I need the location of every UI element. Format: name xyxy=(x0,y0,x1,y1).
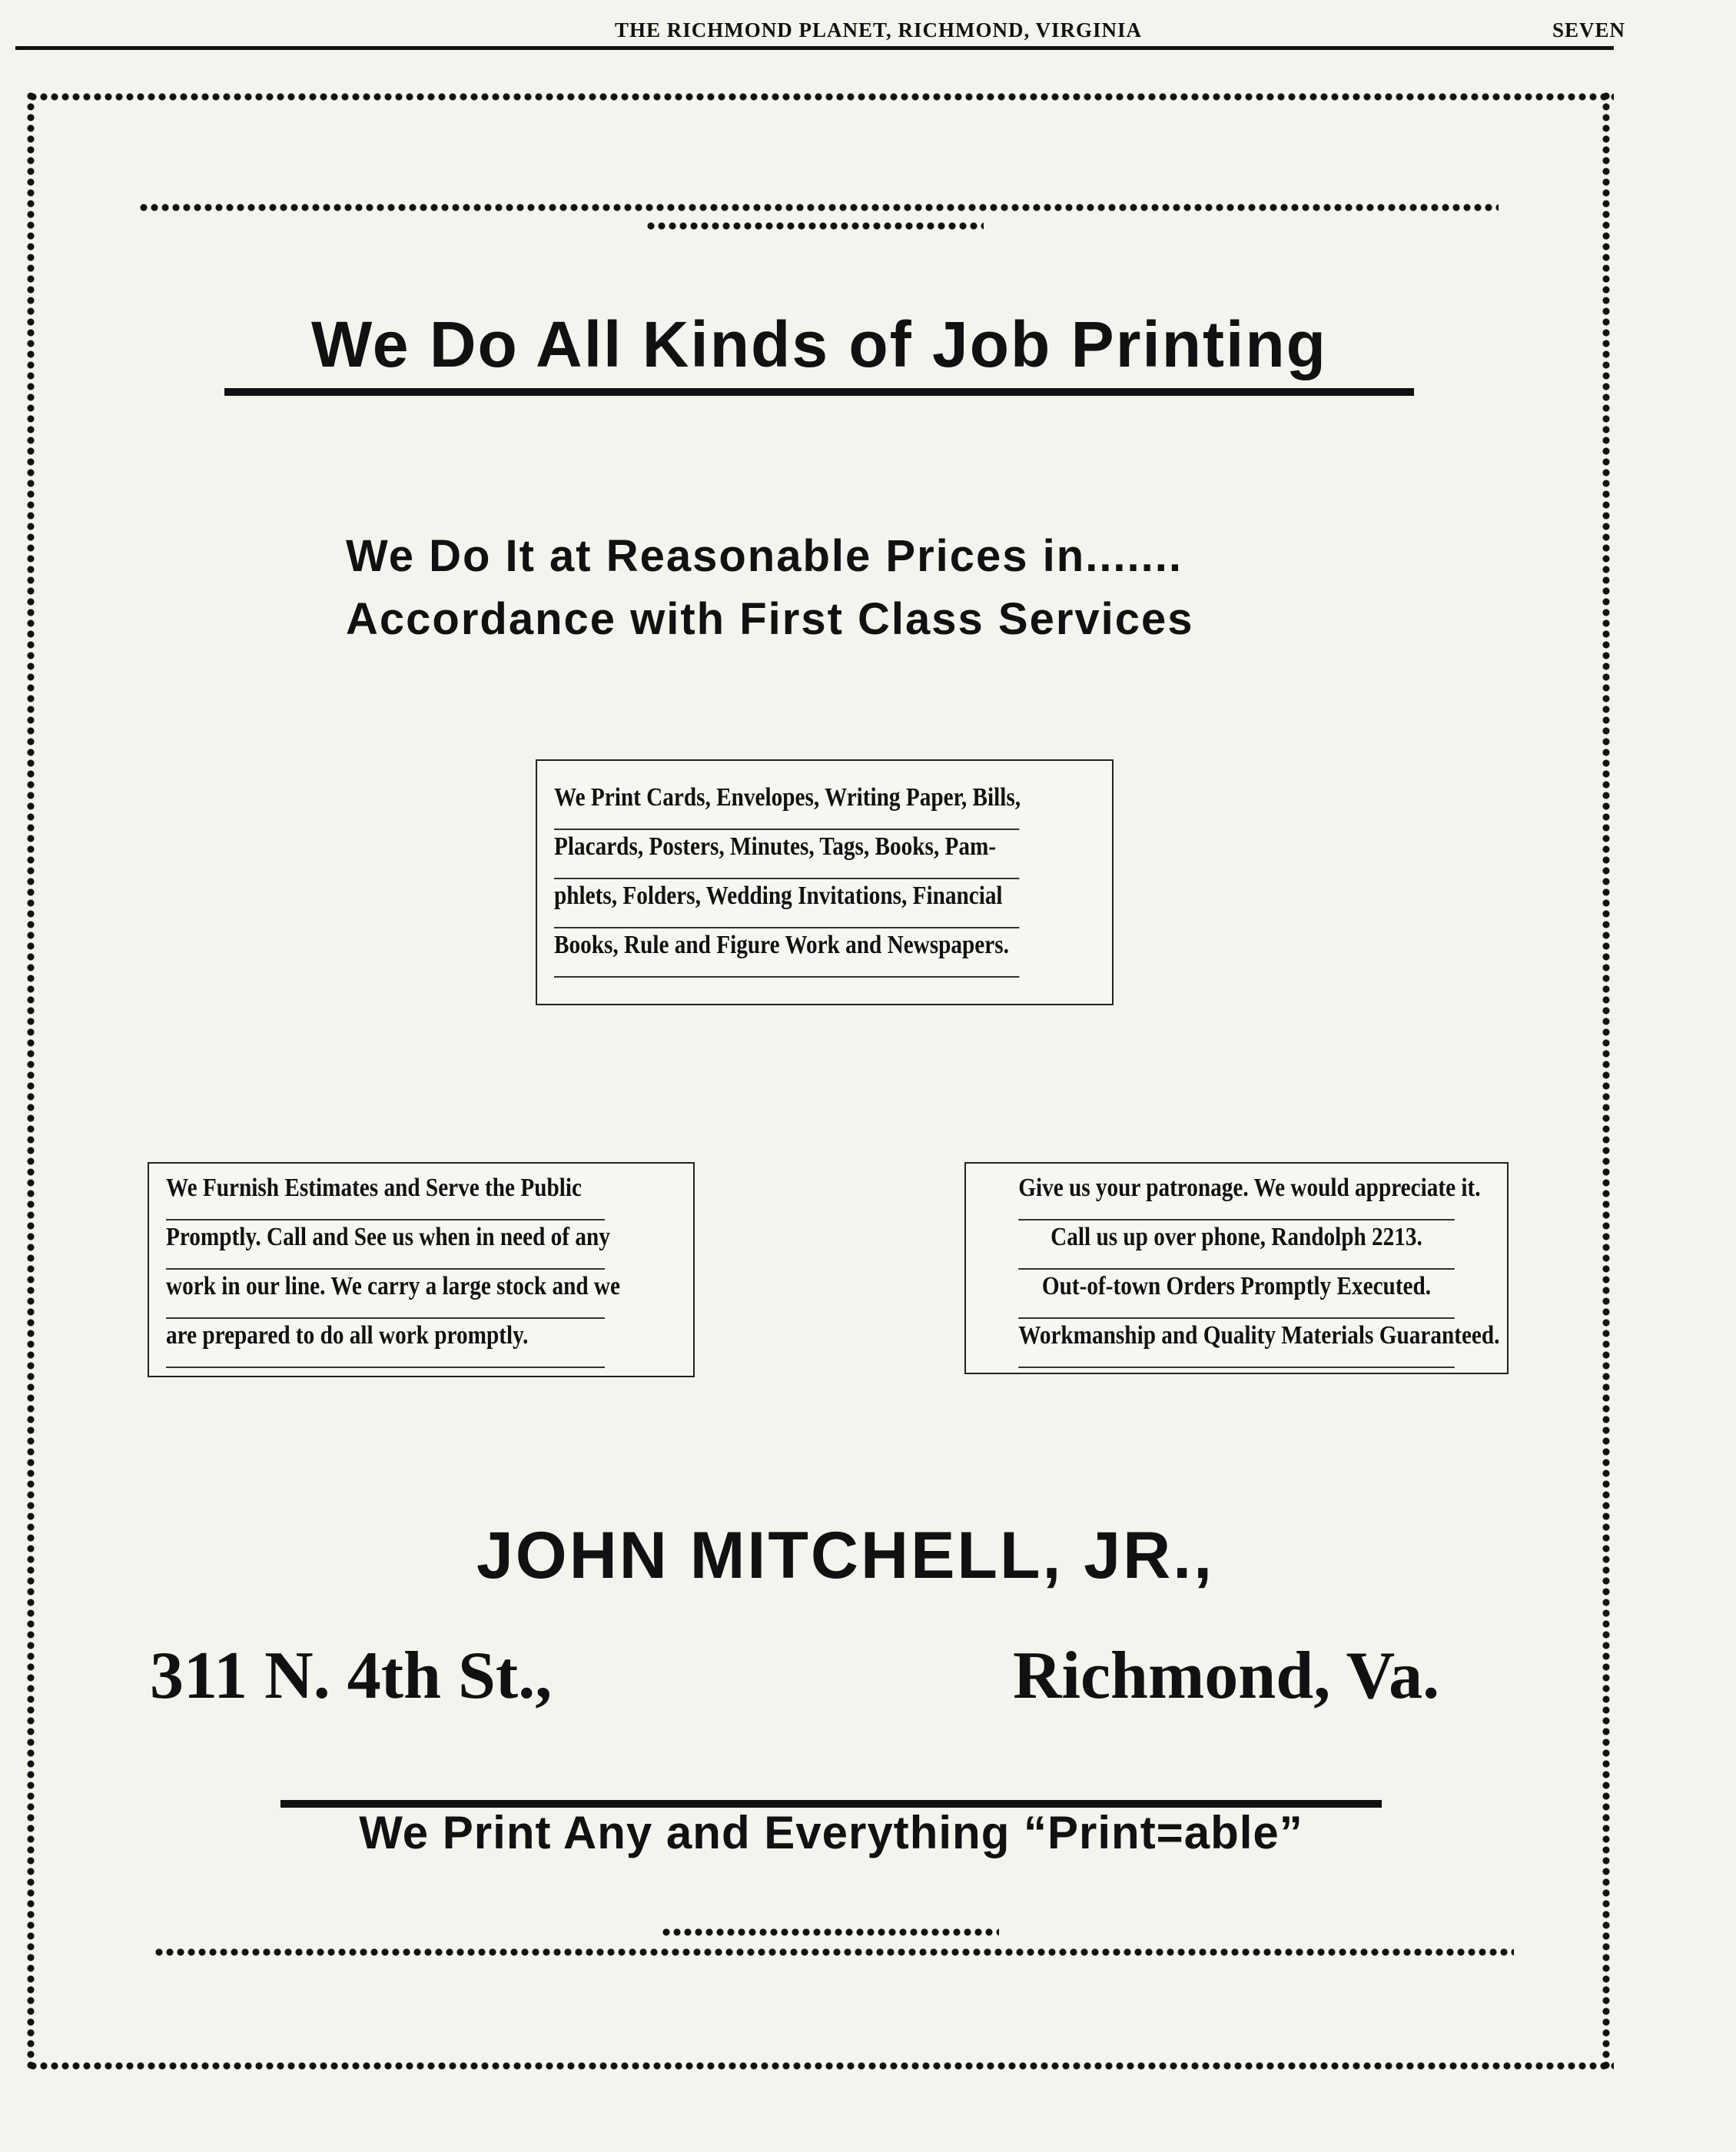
services-line: Books, Rule and Figure Work and Newspapers. xyxy=(554,928,1019,978)
services-line: Placards, Posters, Minutes, Tags, Books, Pam- xyxy=(554,830,1019,879)
estimates-line: work in our line. We carry a large stock and we xyxy=(166,1270,605,1319)
subheadline-line-2: Accordance with First Class Services xyxy=(346,594,1194,644)
page-number: SEVEN xyxy=(1552,18,1626,42)
border-left xyxy=(25,91,37,2072)
patronage-line: Workmanship and Quality Materials Guaranteed. xyxy=(1018,1319,1455,1368)
newspaper-title: THE RICHMOND PLANET, RICHMOND, VIRGINIA xyxy=(615,18,1143,42)
patronage-line: Call us up over phone, Randolph 2213. xyxy=(1018,1220,1455,1270)
proprietor-name: JOHN MITCHELL, JR., xyxy=(476,1519,1215,1592)
estimates-line: Promptly. Call and See us when in need of any xyxy=(166,1220,605,1270)
border-bottom xyxy=(28,2060,1614,2072)
city-state: Richmond, Va. xyxy=(1013,1639,1440,1713)
services-line: We Print Cards, Envelopes, Writing Paper, Bills, xyxy=(554,781,1019,830)
patronage-line: Out-of-town Orders Promptly Executed. xyxy=(1018,1270,1455,1319)
estimates-line: are prepared to do all work promptly. xyxy=(166,1319,605,1368)
services-box xyxy=(536,759,1114,1005)
ornament-top-short xyxy=(646,220,984,232)
estimates-box xyxy=(148,1162,695,1377)
patronage-line: Give us your patronage. We would appreciate it. xyxy=(1018,1171,1455,1220)
border-right xyxy=(1600,91,1612,2072)
ad-tagline: We Print Any and Everything “Print=able” xyxy=(359,1807,1303,1858)
border-top xyxy=(28,91,1614,103)
subheadline-line-1: We Do It at Reasonable Prices in....... xyxy=(346,531,1183,581)
ornament-bottom-row xyxy=(154,1946,1514,1958)
estimates-line: We Furnish Estimates and Serve the Public xyxy=(166,1171,605,1220)
street-address: 311 N. 4th St., xyxy=(150,1639,553,1713)
ornament-bottom-short xyxy=(661,1926,999,1938)
ad-headline: We Do All Kinds of Job Printing xyxy=(311,308,1327,380)
masthead xyxy=(15,14,1626,45)
masthead-rule xyxy=(15,46,1614,50)
ornament-top-row xyxy=(138,201,1499,214)
patronage-box xyxy=(964,1162,1509,1374)
headline-rule xyxy=(224,388,1414,396)
services-line: phlets, Folders, Wedding Invitations, Financial xyxy=(554,879,1019,928)
